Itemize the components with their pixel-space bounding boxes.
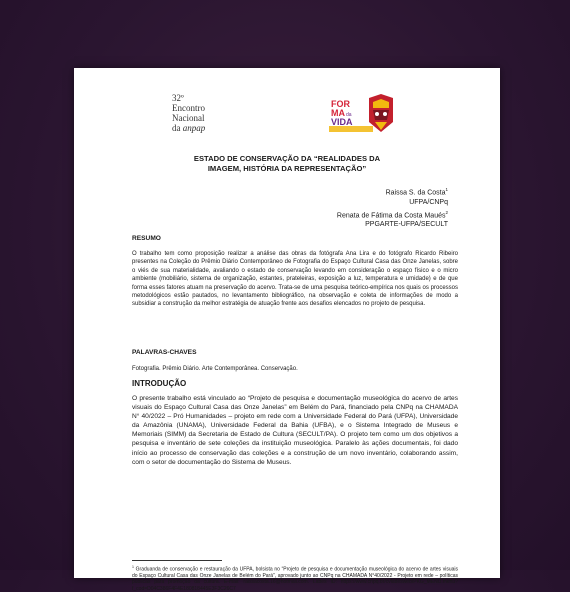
- logo-text-3: VIDA: [331, 117, 353, 127]
- footnote-text: Graduanda de conservação e restauração da UFPA, bolsista no “Projeto de pesquisa e documentação museológica do acervo de artes visuais do Espaço Cultural Casa das Onze Janelas de Belém do Pará”, aprovado junto ao CNPq na CHAMADA N°40/2022 - Projeto em rede – políticas públicas para promoção da cultura. E-mail: raissacosta.16@hotmail.com. Lattes ID: https://www.cnpq.br/cvlattesweb/PKG_MENU.menu?f_cod=D04C386F4F4E180818445E3F3C26C7: [132, 566, 458, 592]
- author-2-note: 2: [445, 209, 448, 215]
- resumo-text: O trabalho tem como proposição realizar a análise das obras da fotógrafa Ana Lira e do fotógrafo Ricardo Ribeiro presentes na Coleção do Prêmio Diário Contemporâneo de Fotografia do Espaço Cultural Casa das Onze Janelas, sobre o viés de sua materialidade, avaliando o estado de conservação levando em consideração o espaço físico e o micro ambiente (mobiliário, sistema de organização, estantes, prateleiras, exposição a luz, temperatura e umidade) e de que forma esses fatores atuam na preservação do acervo. Trata-se de uma pesquisa teórico-empírica nos quais os processos metodológicos estão pautados, no levantamento bibliográfico, na observação e coleta de informações de modo a subsidiar a construção da melhor estratégia de atuação frente aos desafios elencados no projeto de pesquisa.: [132, 251, 458, 308]
- author-1-note: 1: [445, 187, 448, 192]
- keywords-heading: PALAVRAS-CHAVES: [132, 349, 197, 356]
- event-logo: [172, 93, 205, 133]
- event-edition: 32º: [172, 93, 184, 103]
- footnote-divider: [132, 560, 222, 561]
- footnote-marker: 1: [132, 565, 134, 569]
- title-line-1: ESTADO DE CONSERVAÇÃO DA “REALIDADES DA: [193, 154, 381, 163]
- document-title: [74, 154, 500, 174]
- logo-text-2: MA: [331, 108, 345, 118]
- event-brand: anpap: [182, 123, 206, 133]
- logo-text-1: FOR: [331, 99, 350, 109]
- forma-da-vida-logo: [329, 92, 399, 140]
- author-2-affiliation: PPGARTE-UFPA/SECULT: [365, 221, 448, 229]
- event-line-2: Nacional: [172, 113, 205, 123]
- event-line-1: Encontro: [172, 103, 205, 113]
- introducao-heading: INTRODUÇÃO: [132, 379, 187, 388]
- footnote: [132, 564, 458, 592]
- author-1-affiliation: UFPA/CNPq: [409, 198, 448, 206]
- author-1-name: Raissa S. da Costa$^1$: [385, 187, 448, 197]
- title-line-2: IMAGEM, HISTÓRIA DA REPRESENTAÇÃO”: [207, 164, 367, 173]
- event-line-3: da anpap: [172, 123, 206, 133]
- authors-block: [337, 185, 448, 230]
- author-2-name: Renata de Fátima da Costa Maués$^2$: [336, 209, 448, 219]
- keywords-text: Fotografia. Prêmio Diário. Arte Contemporânea. Conservação.: [132, 366, 298, 372]
- resumo-heading: RESUMO: [132, 235, 161, 242]
- document-page: [74, 68, 500, 592]
- introducao-text: O presente trabalho está vinculado ao “Projeto de pesquisa e documentação museológica do acervo de artes visuais do Espaço Cultural Casa das Onze Janelas” em Belém do Pará, financiado pela CNPq na CHAMADA N° 40/2022 – Pró Humanidades – projeto em rede com a Universidade Federal do Pará (UFPA), Universidade da Amazônia (UNAMA), Universidade Federal da Bahia (UFBA), e o Sistema Integrado de Museus e Memoriais (SIMM) da Secretaria de Estado de Cultura (SECULT/PA). O projeto tem como um dos objetivos a pesquisa e inventário de sete coleções da instituição museológica. Paralelo às ações documentais, foi dado início ao processo de conservação das coleções e a construção de um novo inventário, colaborando assim, com o setor de documentação do Sistema de Museus.: [132, 395, 458, 466]
- logo-text-small: da: [346, 112, 352, 118]
